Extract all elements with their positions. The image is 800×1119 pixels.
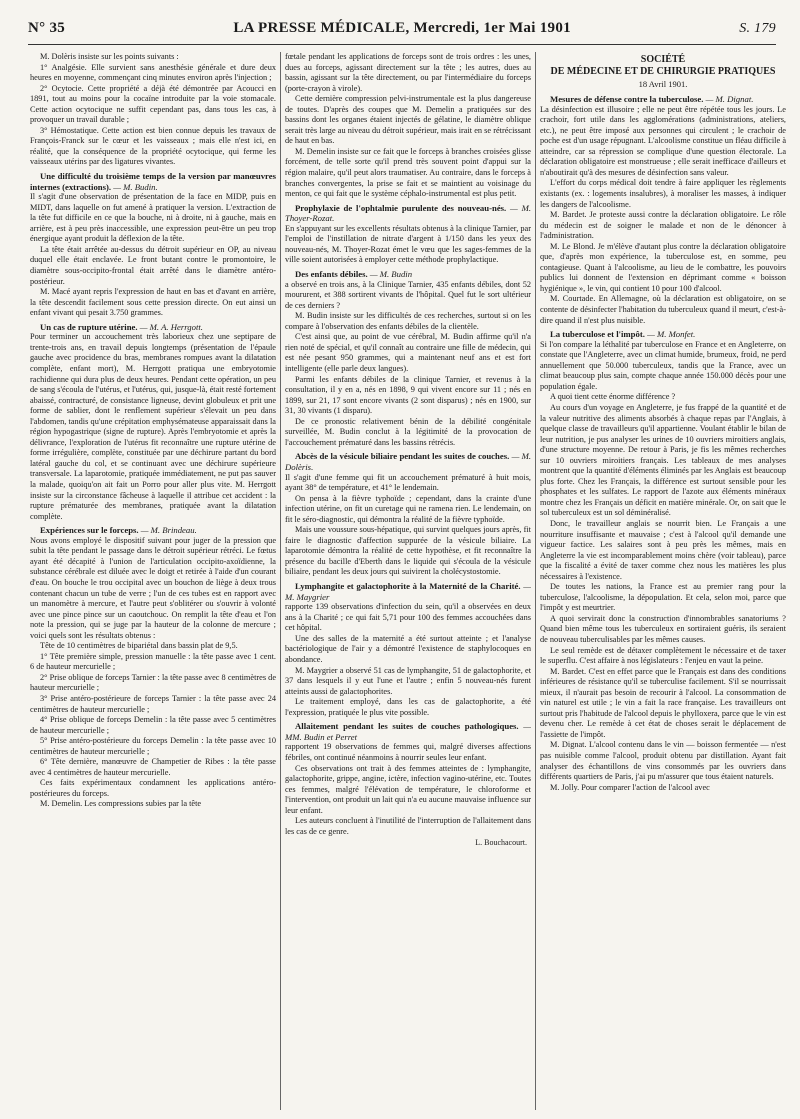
paragraph: Ces faits expérimentaux condamnent les applications antéro-postérieures du forceps. — [30, 778, 276, 798]
paragraph: Au cours d'un voyage en Angleterre, je fus frappé de la quantité et de la valeur nutritive des aliments absorbés à chaque repas par l'Anglais, à quelque classe de travailleurs qu'il appartienne. Voulant établir le bilan de leur nutrition, je pus analyser les urines de 10 ouvriers miroitiers anglais, d'une structure moyenne. De retour à Paris, je fis les mêmes recherches sur 10 ouvriers miroitiers français. Les tableaux de mes analyses montrent que la quantité d'éléments éliminés par les Anglais est beaucoup plus forte. Chez les Français, la différence est surtout sensible pour les phosphates et les sulfates. Le rapport de l'azote aux éléments minéraux montre chez les Français un déficit en matière minérale. Or, on sait que le sol tuberculeux est un sol déminéralisé. — [540, 402, 786, 518]
section-heading: Abcès de la vésicule biliaire pendant les suites de couches. — M. Dolèris. — [285, 451, 531, 472]
masthead-title: LA PRESSE MÉDICALE, Mercredi, 1er Mai 1901 — [233, 20, 571, 36]
paragraph: A quoi tient cette énorme différence ? — [550, 392, 676, 402]
paragraph: Les auteurs concluent à l'inutilité de l'interruption de l'allaitement dans les cas de ce genre. — [285, 816, 531, 836]
paragraph: Nous avons employé le dispositif suivant pour juger de la pression que subit la tête pendant le passage dans le détroit supérieur rétréci. Le fœtus ayant été décapité à l'union de l'articulation occipito-axoïdienne, la substance cérébrale est diluée avec le doigt et retirée à l'aide d'un courant d'eau. On bouche le trou occipital avec un bouchon de liège à deux trous contenant chacun un tube de verre ; l'un de ces tubes est en rapport avec un manomètre à mercure, et l'autre peut s'oblitérer ou s'ouvrir à volonté avec une pince pince sur un caoutchouc. On remplit la tête d'eau et l'on note la pression, qui se juge par la hauteur de la colonne de mercure ; voici quels sont les résultats obtenus : — [30, 535, 276, 640]
paragraph: 4° Prise oblique de forceps Demelin : la tête passe avec 5 centimètres de hauteur mercurielle ; — [30, 715, 276, 735]
paragraph: rapportent 19 observations de femmes qui, malgré diverses affections fébriles, ont continué néanmoins à nourrir seules leur enfant. — [285, 742, 531, 762]
paragraph: 5° Prise antéro-postérieure du forceps Demelin : la tête passe avec 10 centimètres de hauteur mercurielle ; — [30, 736, 276, 756]
column-separator — [280, 52, 281, 1110]
section-heading: Mesures de défense contre la tuberculose. — M. Dignat. — [550, 94, 754, 104]
paragraph: L'effort du corps médical doit tendre à faire appliquer les règlements existants (ex. : logements insalubres), à moraliser les masses, à indiquer les dangers de l'alcoolisme. — [540, 178, 786, 209]
paragraph: On pensa à la fièvre typhoïde ; cependant, dans la crainte d'une infection utérine, on fit un curetage qui ne ramena rien. Le lendemain, on fit le séro-diagnostic, qui démontra la réalité de la fièvre typhoïde. — [285, 493, 531, 524]
paragraph: M. Jolly. Pour comparer l'action de l'alcool avec — [550, 782, 710, 792]
paragraph: Mais une voussure sous-hépatique, qui survint quelques jours après, fit faire le diagnostic d'affection suppurée de la vésicule biliaire. La laparotomie démontra la réalité de cette hypothèse, et fit reconnaître la présence du bacille d'Eberth dans le liquide qui s'écoula de la vésicule biliaire, pendant les deux jours qui suivirent la cholécystostomie. — [285, 525, 531, 577]
paragraph: Ces observations ont trait à des femmes atteintes de : lymphangite, galactophorite, grippe, angine, ictère, infection vagino-utérine, etc. Toutes ces femmes, malgré l'élévation de température, le chloroforme et l'intervention, ont produit un lait qui n'a eu aucune mauvaise influence sur leur enfant. — [285, 763, 531, 815]
paragraph: Cette dernière compression pelvi-instrumentale est la plus dangereuse de toutes. D'après des coupes que M. Demelin a pratiquées sur des bassins dont les organes étaient injectés de gélatine, le diamètre oblique serait très large au niveau du détroit supérieur, mais irait en se rétrécissant de haut en bas. — [285, 94, 531, 146]
paragraph: rapporte 139 observations d'infection du sein, qu'il a observées en deux ans à la Charité ; ce qui fait 5,71 pour 100 des femmes accouchées dans cet hôpital. — [285, 602, 531, 633]
paragraph: La désinfection est illusoire ; elle ne peut être répétée tous les jours. Le crachoir, fort utile dans les agglomérations (administrations, ateliers, etc.), ne peut être imposé aux personnes qui circulent ; le crachoir de poche est d'un usage répugnant. L'alcoolisme constitue un fléau difficile à atteindre, car sa répression se complique d'une question électorale. La déclaration obligatoire est monstrueuse ; elle serait inefficace d'ailleurs et n'aboutirait qu'à des mesures de désinfection sans valeur. — [540, 104, 786, 177]
section-heading: Un cas de rupture utérine. — M. A. Herrgott. — [40, 321, 203, 332]
paragraph: Il s'agit d'une observation de présentation de la face en MIDP, puis en MIDT, dans laquelle on fut amené à pratiquer la version. L'extraction de la tête fut difficile en ce que la bouche, ni à droite, ni à gauche, mais en arrière, est à peu près inaccessible, une expression peut-être un peu trop énergique ayant produit la déflexion de la tête. — [30, 192, 276, 244]
paragraph: M. Macé ayant repris l'expression de haut en bas et d'avant en arrière, la tête descendit facilement sous cette pression directe. On eut ainsi un enfant vivant qui pesait 3.750 grammes. — [30, 287, 276, 318]
paragraph: Le traitement employé, dans les cas de galactophorite, a été l'expression, pratiquée le plus vite possible. — [285, 697, 531, 717]
paragraph: a observé en trois ans, à la Clinique Tarnier, 435 enfants débiles, dont 52 moururent, et 388 sortirent vivants de l'hôpital. Quel fut le sort ultérieur de ces derniers ? — [285, 279, 531, 310]
paragraph: 1° Tête première simple, pression manuelle : la tête passe avec 1 cent. 6 de hauteur mercurielle ; — [30, 651, 276, 672]
paragraph: De toutes les nations, la France est au premier rang pour la tuberculose, l'alcoolisme, la dépopulation. Et cela, selon moi, parce que l'impôt y est meurtrier. — [540, 582, 786, 613]
paragraph: fœtale pendant les applications de forceps sont de trois ordres : les unes, dues au forceps, agissant directement sur la tête ; les autres, dues au bassin, agissant sur la tête directement, ou par l'intermédiaire du forceps (porte-crayon à virole). — [285, 52, 531, 93]
paragraph: Il s'agit d'une femme qui fit un accouchement prématuré à huit mois, ayant 38° de température, et 41° le lendemain. — [285, 472, 531, 493]
paragraph: 2° Ocytocie. Cette propriété a déjà été démontrée par Acoucci en 1891, tout au moins pour la cocaïne introduite par la voie stomacale. Cette action ocytocique ne suffit cependant pas, dans tous les cas, à provoquer un travail durable ; — [30, 83, 276, 125]
section-heading: La tuberculose et l'impôt. — M. Monfet. — [550, 329, 696, 340]
paragraph: Tête de 10 centimètres de bipariétal dans bassin plat de 9,5. — [40, 641, 238, 651]
paragraph: M. Demelin insiste sur ce fait que le forceps à branches croisées glisse forcément, de telle sorte qu'il prend très souvent point d'appui sur la région malaire, qu'il peut alors traumatiser. Au contraire, dans le forceps à branches convergentes, la prise se fait et se maintient au voisinage du menton, ce qui fait que le système céphalo-instrumental est plus petit. — [285, 146, 531, 199]
section-heading: Une difficulté du troisième temps de la version par manœuvres internes (extractions). — M. Budin. — [30, 171, 276, 192]
paragraph: Pour terminer un accouchement très laborieux chez une septipare de trente-trois ans, en travail depuis longtemps (présentation de l'épaule gauche avec procidence du bras, membranes rompues avant la dilatation complète, enfant mort), M. Herrgott pratiqua une embryotomie rachidienne qui dura plus de deux heures. Pendant cette opération, un peu de sang s'écoula de l'utérus, et l'utérus, qui, jusque-là, était resté fortement abaissé, contracturé, de consistance ligneuse, devint globuleux et prit une forme de sablier, dont le renflement supérieur s'élevait un peu dans l'abdomen, tandis qu'une crépitation emphysémateuse apparaissait dans la région hypogastrique (signe de rupture). Après l'embryotomie et après la délivrance, l'exploration de l'utérus fit reconnaître une rupture utérine de forme irrégulière, complète, constituée par une déchirure partant du bord latéral gauche du col, et se continuant avec une déchirure supérieure transversale. La laparotomie, pratiquée immédiatement, ne put pas sauver la malade, quoiqu'on ait fait un Porro pour aller plus vite. M. Herrgott insiste sur la circonstance fâcheuse à laquelle il attribue cet accident : la rupture prématurée des membranes, pratiquée avant la dilatation complète. — [30, 332, 276, 521]
page-number: S. 179 — [739, 21, 776, 36]
section-heading: Des enfants débiles. — M. Budin — [295, 269, 413, 280]
paragraph: Si l'on compare la léthalité par tuberculose en France et en Angleterre, on constate que l'Angleterre, avec un climat humide, brumeux, froid, ne perd annuellement que 50.000 tuberculeux, tandis que la France, avec un climat beaucoup plus sain, compte chaque année 150.000 décès pour une population égale. — [540, 339, 786, 391]
section-heading: Allaitement pendant les suites de couches pathologiques. — MM. Budin et Perret — [285, 721, 531, 742]
header-rule — [28, 44, 776, 45]
paragraph: M. Dignat. L'alcool contenu dans le vin — boisson fermentée — n'est pas nuisible comme l'alcool, produit obtenu par distillation. Ayant fait analyser des échantillons de vins consommés par les ouvriers dans différents quartiers de Paris, j'ai pu m'assurer que tous étaient naturels. — [540, 740, 786, 782]
page-header — [28, 20, 776, 42]
paragraph: C'est ainsi que, au point de vue cérébral, M. Budin affirme qu'il n'a rien noté de spécial, et qu'il connaît au contraire une fille de médecin, qui est née pesant 950 grammes, qui a maintenant neuf ans et est fort intelligente (elle parle deux langues). — [285, 332, 531, 373]
paragraph: Parmi les enfants débiles de la clinique Tarnier, et revenus à la consultation, il y en a, nés en 1898, 9 qui vivent encore sur 11 ; nés en 1899, sur 21, 17 sont encore vivants (2 sont disparus) ; nés en 1900, sur 31, 30 vivants (1 disparu). — [285, 374, 531, 416]
paragraph: 2° Prise oblique de forceps Tarnier : la tête passe avec 8 centimètres de hauteur mercurielle ; — [30, 672, 276, 693]
paragraph: 6° Tête dernière, manœuvre de Champetier de Ribes : la tête passe avec 4 centimètres de hauteur mercurielle. — [30, 757, 276, 777]
section-heading: Prophylaxie de l'ophtalmie purulente des nouveau-nés. — M. Thoyer-Rozat. — [285, 202, 531, 224]
paragraph: En s'appuyant sur les excellents résultats obtenus à la clinique Tarnier, par l'emploi de l'instillation de nitrate d'argent à 1/150 dans les yeux des nouveau-nés, M. Thoyer-Rozat émet le vœu que les sages-femmes de la ville soient autorisées à employer cette méthode prophylactique. — [285, 223, 531, 265]
paragraph: La tête était arrêtée au-dessus du détroit supérieur en OP, au niveau duquel elle était enclavée. Le front butant contre le promontoire, le diamètre sous-occipito-frontal était arrêté dans le diamètre antéro-postérieur. — [30, 244, 276, 286]
paragraph: M. Courtade. En Allemagne, où la déclaration est obligatoire, on se contente de désinfecter l'habitation du tuberculeux quand il meurt, c'est-à-dire quand il n'est plus nuisible. — [540, 294, 786, 325]
paragraph: 1° Analgésie. Elle survient sans anesthésie générale et dure deux heures en moyenne, commençant cinq minutes environ après l'injection ; — [30, 62, 276, 83]
paragraph: A quoi servirait donc la construction d'innombrables sanatoriums ? Quand bien même tous les tuberculeux en sortiraient guéris, ils seraient de nouveau tuberculisables par les mêmes causes. — [540, 613, 786, 644]
paragraph: M. Bardet. Je proteste aussi contre la déclaration obligatoire. Le rôle du médecin est de soigner le malade et non de le dénoncer à l'administration. — [540, 210, 786, 241]
section-heading: Lymphangite et galactophorite à la Maternité de la Charité. — M. Maygrier — [285, 581, 531, 602]
signature: L. Bouchacourt. — [475, 838, 527, 848]
paragraph: 3° Prise antéro-postérieure de forceps Tarnier : la tête passe avec 24 centimètres de hauteur mercurielle ; — [30, 694, 276, 714]
paragraph: Le seul remède est de détaxer complètement le nécessaire et de taxer le superflu. C'est affaire à nos législateurs : l'enjeu en vaut la peine. — [540, 645, 786, 666]
issue-number: N° 35 — [28, 20, 66, 36]
society-subtitle: DE MÉDECINE ET DE CHIRURGIE PRATIQUES — [550, 66, 776, 77]
column-separator — [535, 52, 536, 1110]
paragraph: M. Budin insiste sur les difficultés de ces recherches, surtout si on les compare à l'observation des enfants débiles de la clientèle. — [285, 311, 531, 331]
paragraph: M. Maygrier a observé 51 cas de lymphangite, 51 de galactophorite, et 37 dans lesquels il y eut l'une et l'autre ; enfin 5 nouveau-nés furent atteints aussi de galactophorites. — [285, 665, 531, 696]
paragraph: De ce pronostic relativement bénin de la débilité congénitale surveillée, M. Budin conclut à la légitimité de la provocation de l'accouchement prématuré dans les bassins rétrécis. — [285, 416, 531, 447]
paragraph: M. Le Blond. Je m'élève d'autant plus contre la déclaration obligatoire que, d'après mon expérience, la tuberculose est, en somme, peu contagieuse. Quant à l'alcoolisme, au lieu de le combattre, les pouvoirs publics lui donnent de l'extension en déprimant comme « boisson hygiénique », le vin, qui contient 10 pour 100 d'alcool. — [540, 241, 786, 293]
paragraph: Donc, le travailleur anglais se nourrit bien. Le Français a une nourriture insuffisante et mauvaise ; c'est à l'alcool qu'il demande une vigueur factice. Les salaires sont à peu près les mêmes, mais en Angleterre la vie est incomparablement moins chère (voir tableau), parce que la fiscalité a évité de taxer comme chez nous les matières les plus nécessaires à l'existence. — [540, 518, 786, 581]
session-date: 18 Avril 1901. — [638, 79, 688, 89]
section-heading: Expériences sur le forceps. — M. Brindeau. — [40, 525, 197, 536]
paragraph: M. Demelin. Les compressions subies par la tête — [40, 799, 202, 809]
society-title: SOCIÉTÉ — [640, 54, 686, 65]
paragraph: M. Bardet. C'est en effet parce que le Français est dans des conditions inférieures de résistance qu'il se tuberculise facilement. S'il se nourrissait mieux, il n'aurait pas besoin de recourir à l'alcool. La consommation de vin naturel est utile ; le vin a fait la race française. Les travailleurs ont surtout pris l'habitude de l'alcool depuis le phylloxera, parce que le vin est devenu cher. Le remède à cet état de choses serait le déplacement de l'assiette de l'impôt. — [540, 666, 786, 739]
paragraph: 3° Hémostatique. Cette action est bien connue depuis les travaux de François-Franck sur le cœur et les vaisseaux ; mais elle n'est ici, en réalité, que la conséquence de la propriété ocytocique, qui ferme les vaisseaux utérins par des ligatures vivantes. — [30, 125, 276, 167]
column-1 — [30, 52, 276, 1110]
column-3 — [540, 52, 786, 1110]
column-2 — [285, 52, 531, 1110]
paragraph: Une des salles de la maternité a été surtout atteinte ; et l'analyse bactériologique de l'air y a démontré l'existence de staphylocoques en abondance. — [285, 633, 531, 664]
paragraph: M. Dolèris insiste sur les points suivants : — [40, 52, 179, 61]
